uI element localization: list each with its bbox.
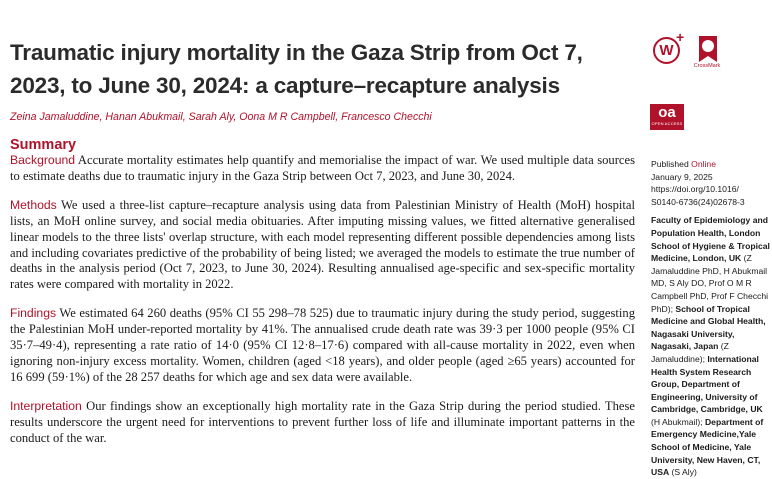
article-sidebar xyxy=(651,158,771,479)
findings-label: Findings xyxy=(10,306,57,321)
article-badges xyxy=(645,30,725,75)
doi-link-2[interactable]: S0140-6736(24)02678-3 xyxy=(651,196,745,207)
author-list: Zeina Jamaluddine, Hanan Abukmail, Sarah Aly, Oona M R Campbell, Francesco Checchi xyxy=(10,111,432,123)
methods-text: We used a three-list capture–recapture analysis using data from Palestinian Ministry of Health (MoH) hospital lists, an MoH online survey, and social media obituaries. After imputing missing values, we fitted alternative generalised linear models to the three lists' overlap structure, with each model representing different possible dependencies among lists and including covariates predictive of the probability of being listed; we averaged the models to estimate the true number of deaths in the analysis period (Oct 7, 2023, to June 30, 2024). Resulting annualised age-specific and sex-specific mortality rates were compared with mortality in 2022. xyxy=(10,197,635,292)
open-access-badge xyxy=(650,104,684,130)
published-online: Online xyxy=(691,159,716,169)
abstract-findings xyxy=(10,306,635,386)
open-access-label: OPEN ACCESS xyxy=(651,121,683,126)
crossmark-label: CrossMark xyxy=(693,63,721,69)
affiliation-name: International Health System Research Group, Department of Engineering, University of Cambridge, Cambridge, UK xyxy=(651,353,763,415)
affiliation-name: School of Tropical Medicine and Global Health, Nagasaki University, Nagasaki, Japan xyxy=(651,303,766,352)
affiliations xyxy=(651,214,771,478)
abstract xyxy=(10,153,635,460)
affiliation xyxy=(651,215,770,313)
methods-label: Methods xyxy=(10,197,57,212)
published-line xyxy=(651,158,771,171)
affiliation-authors: (Z Jamaluddine PhD, H Abukmail MD, S Aly DO, Prof O M R Campbell PhD, Prof F Checchi PhD); xyxy=(651,253,769,314)
article-title: Traumatic injury mortality in the Gaza Strip from Oct 7, 2023, to June 30, 2024: a capture–recapture analysis xyxy=(10,40,583,98)
interpretation-label: Interpretation xyxy=(10,398,82,413)
affiliation-authors: (H Abukmail); xyxy=(651,416,705,427)
open-access-mark: oa xyxy=(658,104,676,121)
published-date: January 9, 2025 xyxy=(651,171,713,182)
abstract-interpretation xyxy=(10,399,635,447)
affiliation-authors: (Z Jamaluddine); xyxy=(651,341,729,364)
interpretation-text: Our findings show an exceptionally high mortality rate in the Gaza Strip during the period studied. These results underscore the urgent need for interventions to prevent further loss of life and illuminate important patterns in the conduct of the war. xyxy=(10,398,635,445)
summary-heading: Summary xyxy=(10,137,77,153)
findings-text: We estimated 64 260 deaths (95% CI 55 298–78 525) due to traumatic injury during the study period, suggesting the Palestinian MoH under-reported mortality by 41%. The annualised crude death rate was 39·3 per 1000 people (95% CI 35·7–49·4), representing a rate ratio of 14·0 (95% CI 12·8–17·6) compared with all-cause mortality in 2022, even when ignoring non-injury excess mortality. Women, children (aged <18 years), and older people (aged ≥65 years) accounted for 16 699 (59·1%) of the 28 257 deaths for which age and sex data were available. xyxy=(10,306,635,384)
abstract-methods xyxy=(10,198,635,293)
affiliation-name: Faculty of Epidemiology and Population Health, London School of Hygiene & Tropical Medicine, London, UK xyxy=(651,215,770,264)
published-prefix: Published xyxy=(651,159,692,169)
affiliation-name: Department of Emergency Medicine,Yale School of Medicine, Yale University, New Haven, CT, USA xyxy=(651,416,764,478)
plus-icon: + xyxy=(676,29,685,45)
background-text: Accurate mortality estimates help quantify and memorialise the impact of war. We used multiple data sources to estimate deaths due to traumatic injury in the Gaza Strip between Oct 7, 2023, and June 30, 2024. xyxy=(10,153,635,183)
wplus-icon[interactable]: W xyxy=(653,37,680,64)
doi-link-1[interactable]: https://doi.org/10.1016/ xyxy=(651,184,739,195)
affiliation-authors: (S Aly) xyxy=(669,467,697,478)
background-label: Background xyxy=(10,153,76,167)
abstract-background xyxy=(10,153,635,185)
